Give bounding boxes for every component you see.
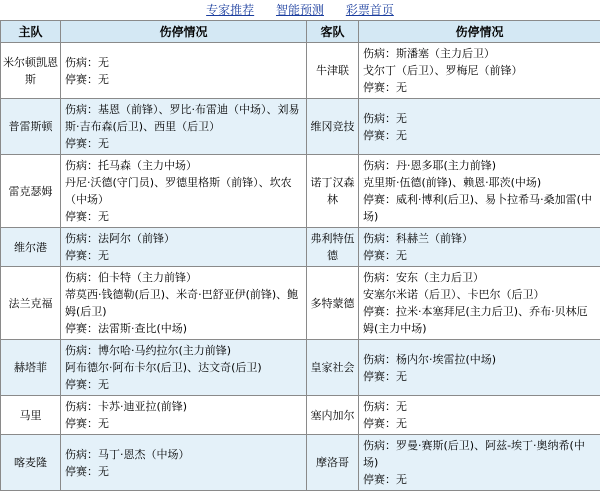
nav-link-prediction[interactable]: 智能预测 xyxy=(276,3,324,17)
injury-line: 克里斯·伍德(前锋)、赖恩·耶茨(中场) xyxy=(363,174,596,191)
injury-line: 伤病：无 xyxy=(363,398,596,415)
nav-link-lottery-home[interactable]: 彩票首页 xyxy=(346,3,394,17)
injury-line: 停赛：无 xyxy=(65,463,302,480)
home-injury-info xyxy=(61,340,307,396)
injury-line: 伤病：法阿尔（前锋） xyxy=(65,230,302,247)
table-row xyxy=(1,228,600,267)
injury-line: 伤病：托马森（主力中场） xyxy=(65,157,302,174)
injury-line: 伤病：科赫兰（前锋） xyxy=(363,230,596,247)
home-team: 米尔顿凯恩斯 xyxy=(1,43,61,99)
injury-line: 停赛：法雷斯·查比(中场) xyxy=(65,320,302,337)
header-away-info: 伤停情况 xyxy=(359,21,600,43)
header-home: 主队 xyxy=(1,21,61,43)
home-injury-info xyxy=(61,435,307,491)
injury-line: 蒂莫西·钱德勒(后卫)、米奇·巴舒亚伊(前锋)、鲍姆(后卫) xyxy=(65,286,302,320)
away-team: 弗利特伍德 xyxy=(307,228,359,267)
away-injury-info xyxy=(359,267,600,340)
away-team: 牛津联 xyxy=(307,43,359,99)
top-nav xyxy=(0,0,600,20)
injury-table xyxy=(0,20,600,491)
home-injury-info xyxy=(61,155,307,228)
injury-line: 伤病：无 xyxy=(363,110,596,127)
header-away: 客队 xyxy=(307,21,359,43)
table-row xyxy=(1,396,600,435)
injury-line: 停赛：无 xyxy=(363,247,596,264)
table-row xyxy=(1,267,600,340)
home-team: 法兰克福 xyxy=(1,267,61,340)
injury-line: 安塞尔米诺（后卫）、卡巴尔（后卫） xyxy=(363,286,596,303)
injury-line: 停赛：拉米·本塞拜尼(主力后卫)、乔布·贝林厄姆(主力中场) xyxy=(363,303,596,337)
injury-line: 伤病：杨内尔·埃雷拉(中场) xyxy=(363,351,596,368)
home-injury-info xyxy=(61,99,307,155)
injury-line: 伤病：基恩（前锋）、罗比·布雷迪（中场）、刘易斯·吉布森(后卫)、西里（后卫） xyxy=(65,101,302,135)
home-team: 雷克瑟姆 xyxy=(1,155,61,228)
home-team: 马里 xyxy=(1,396,61,435)
away-team: 诺丁汉森林 xyxy=(307,155,359,228)
away-team: 维冈竞技 xyxy=(307,99,359,155)
away-injury-info xyxy=(359,340,600,396)
injury-line: 伤病：无 xyxy=(65,54,302,71)
injury-line: 停赛：无 xyxy=(65,208,302,225)
away-injury-info xyxy=(359,228,600,267)
away-team: 塞内加尔 xyxy=(307,396,359,435)
injury-line: 伤病：丹·恩多耶(主力前锋) xyxy=(363,157,596,174)
injury-line: 停赛：无 xyxy=(65,135,302,152)
injury-line: 伤病：伯卡特（主力前锋） xyxy=(65,269,302,286)
injury-line: 伤病：博尔哈·马约拉尔(主力前锋) xyxy=(65,342,302,359)
away-injury-info xyxy=(359,155,600,228)
injury-line: 停赛：无 xyxy=(65,415,302,432)
injury-line: 伤病：斯潘塞（主力后卫） xyxy=(363,45,596,62)
home-injury-info xyxy=(61,267,307,340)
away-injury-info xyxy=(359,99,600,155)
injury-line: 停赛：威利·博利(后卫)、易卜拉希马·桑加雷(中场) xyxy=(363,191,596,225)
nav-link-expert[interactable]: 专家推荐 xyxy=(206,3,254,17)
away-team: 皇家社会 xyxy=(307,340,359,396)
home-injury-info xyxy=(61,228,307,267)
away-injury-info xyxy=(359,43,600,99)
injury-line: 停赛：无 xyxy=(363,127,596,144)
home-team: 喀麦隆 xyxy=(1,435,61,491)
table-row xyxy=(1,43,600,99)
table-row xyxy=(1,340,600,396)
table-row xyxy=(1,155,600,228)
away-injury-info xyxy=(359,435,600,491)
injury-line: 伤病：马丁·恩杰（中场） xyxy=(65,446,302,463)
injury-line: 伤病：罗曼·赛斯(后卫)、阿兹-埃丁·奥纳希(中场) xyxy=(363,437,596,471)
injury-line: 停赛：无 xyxy=(363,368,596,385)
away-team: 多特蒙德 xyxy=(307,267,359,340)
injury-line: 停赛：无 xyxy=(65,376,302,393)
injury-line: 伤病：安东（主力后卫） xyxy=(363,269,596,286)
table-row xyxy=(1,99,600,155)
home-team: 普雷斯顿 xyxy=(1,99,61,155)
injury-line: 停赛：无 xyxy=(65,247,302,264)
injury-line: 停赛：无 xyxy=(363,79,596,96)
header-home-info: 伤停情况 xyxy=(61,21,307,43)
home-team: 赫塔菲 xyxy=(1,340,61,396)
home-injury-info xyxy=(61,43,307,99)
away-team: 摩洛哥 xyxy=(307,435,359,491)
table-body xyxy=(1,43,600,491)
injury-line: 阿布德尔·阿布卡尔(后卫)、达文奇(后卫) xyxy=(65,359,302,376)
injury-line: 戈尔丁（后卫）、罗梅尼（前锋） xyxy=(363,62,596,79)
injury-line: 伤病：卡苏·迪亚拉(前锋) xyxy=(65,398,302,415)
table-row xyxy=(1,435,600,491)
injury-line: 丹尼·沃德(守门员)、罗德里格斯（前锋）、坎农（中场） xyxy=(65,174,302,208)
injury-line: 停赛：无 xyxy=(65,71,302,88)
table-header-row xyxy=(1,21,600,43)
home-team: 维尔港 xyxy=(1,228,61,267)
injury-line: 停赛：无 xyxy=(363,415,596,432)
home-injury-info xyxy=(61,396,307,435)
away-injury-info xyxy=(359,396,600,435)
injury-line: 停赛：无 xyxy=(363,471,596,488)
